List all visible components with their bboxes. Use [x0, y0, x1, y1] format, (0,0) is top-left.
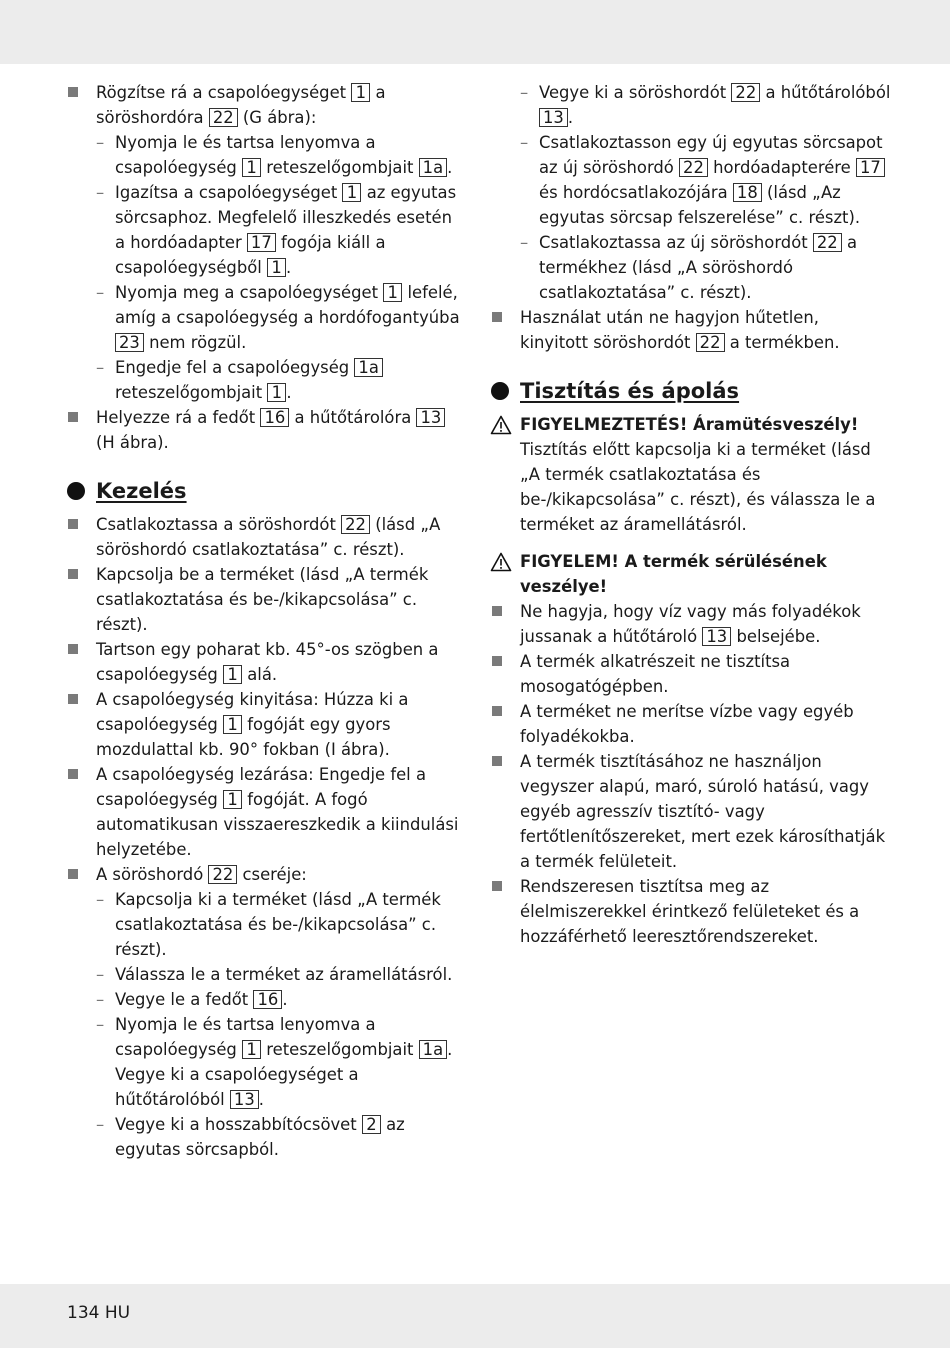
- ref-number: 1: [383, 283, 402, 302]
- list-item: A söröshordó 22 cseréje:: [67, 862, 467, 887]
- bullet-dot-icon: [491, 382, 509, 400]
- sub-list-item: – Engedje fel a csapolóegység 1a reteszelőgombjait 1 .: [67, 355, 467, 405]
- ref-number: 2: [362, 1115, 381, 1134]
- ref-number: 16: [260, 408, 289, 427]
- sub-list-item: – Vegye ki a söröshordót 22 a hűtőtárolóból 13 .: [491, 80, 891, 130]
- ref-number: 13: [230, 1090, 259, 1109]
- list-item: A csapolóegység lezárása: Engedje fel a csapolóegység 1 fogóját. A fogó automatikusan visszaereszkedik a kiindulási helyzetébe.: [67, 762, 467, 862]
- ref-number: 13: [416, 408, 445, 427]
- ref-number: 1a: [419, 158, 447, 177]
- list-item: A csapolóegység kinyitása: Húzza ki a csapolóegység 1 fogóját egy gyors mozdulattal kb. 90° fokban (I ábra).: [67, 687, 467, 762]
- sub-list-item: – Nyomja le és tartsa lenyomva a csapolóegység 1 reteszelőgombjait 1a . Vegye ki a csapolóegységet a hűtőtárolóból 13 .: [67, 1012, 467, 1112]
- sub-list-item: – Válassza le a terméket az áramellátásról.: [67, 962, 467, 987]
- ref-number: 22: [731, 83, 760, 102]
- header-band: [0, 0, 950, 64]
- bullet-dot-icon: [67, 482, 85, 500]
- sub-list-item: – Vegye ki a hosszabbítócsövet 2 az egyutas sörcsapból.: [67, 1112, 467, 1162]
- list-item: A termék alkatrészeit ne tisztítsa mosogatógépben.: [491, 649, 891, 699]
- warning-triangle-icon: [490, 552, 512, 572]
- ref-number: 1a: [354, 358, 382, 377]
- list-item: Rögzítse rá a csapolóegységet 1 a söröshordóra 22 (G ábra):: [67, 80, 467, 130]
- ref-number: 22: [341, 515, 370, 534]
- section-heading: Kezelés: [67, 478, 467, 504]
- list-item: Használat után ne hagyjon hűtetlen, kinyitott söröshordót 22 a termékben.: [491, 305, 891, 355]
- ref-number: 1: [223, 715, 242, 734]
- ref-number: 1: [342, 183, 361, 202]
- ref-number: 22: [209, 108, 238, 127]
- ref-number: 1: [242, 158, 261, 177]
- sub-list-item: – Nyomja meg a csapolóegységet 1 lefelé, amíg a csapolóegység a hordófogantyúba 23 nem rögzül.: [67, 280, 467, 355]
- ref-number: 16: [253, 990, 282, 1009]
- ref-number: 23: [115, 333, 144, 352]
- ref-number: 22: [679, 158, 708, 177]
- warning-title: FIGYELEM! A termék sérülésének veszélye!: [491, 549, 891, 599]
- footer-band: [0, 1284, 950, 1348]
- section-heading: Tisztítás és ápolás: [491, 378, 891, 404]
- list-item: A terméket ne merítse vízbe vagy egyéb folyadékokba.: [491, 699, 891, 749]
- list-item: Ne hagyja, hogy víz vagy más folyadékok jussanak a hűtőtároló 13 belsejébe.: [491, 599, 891, 649]
- list-item: Tartson egy poharat kb. 45°-os szögben a csapolóegység 1 alá.: [67, 637, 467, 687]
- warning-text: Tisztítás előtt kapcsolja ki a terméket (lásd „A termék csatlakoztatása és be-/kikapcsolása” c. részt), és válassza le a terméket az áramellátásról.: [520, 440, 876, 534]
- sub-list-item: – Nyomja le és tartsa lenyomva a csapolóegység 1 reteszelőgombjait 1a .: [67, 130, 467, 180]
- list-item: Csatlakoztassa a söröshordót 22 (lásd „A söröshordó csatlakoztatása” c. részt).: [67, 512, 467, 562]
- warning-title: FIGYELMEZTETÉS! Áramütésveszély!: [491, 412, 891, 437]
- list-item: A termék tisztításához ne használjon vegyszer alapú, maró, súroló hatású, vagy egyéb agresszív tisztító- vagy fertőtlenítőszereket, mert ezek károsíthatják a termék felületeit.: [491, 749, 891, 874]
- ref-number: 17: [247, 233, 276, 252]
- sub-list-item: – Kapcsolja ki a terméket (lásd „A termék csatlakoztatása és be-/kikapcsolása” c. részt).: [67, 887, 467, 962]
- sub-list-item: – Csatlakoztassa az új söröshordót 22 a termékhez (lásd „A söröshordó csatlakoztatása” c. részt).: [491, 230, 891, 305]
- ref-number: 1: [223, 790, 242, 809]
- ref-number: 1: [351, 83, 370, 102]
- warning-triangle-icon: [490, 415, 512, 435]
- sub-list-item: – Csatlakoztasson egy új egyutas sörcsapot az új söröshordó 22 hordóadapterére 17 és hordócsatlakozójára 18 (lásd „Az egyutas sörcsap felszerelése” c. részt).: [491, 130, 891, 230]
- ref-number: 1: [242, 1040, 261, 1059]
- ref-number: 1: [267, 258, 286, 277]
- list-item: Helyezze rá a fedőt 16 a hűtőtárolóra 13 (H ábra).: [67, 405, 467, 455]
- right-column: [491, 80, 891, 949]
- sub-list-item: – Vegye le a fedőt 16 .: [67, 987, 467, 1012]
- list-item: Kapcsolja be a terméket (lásd „A termék csatlakoztatása és be-/kikapcsolása” c. részt).: [67, 562, 467, 637]
- ref-number: 13: [539, 108, 568, 127]
- ref-number: 13: [702, 627, 731, 646]
- ref-number: 1a: [419, 1040, 447, 1059]
- ref-number: 18: [733, 183, 762, 202]
- ref-number: 22: [813, 233, 842, 252]
- ref-number: 1: [223, 665, 242, 684]
- list-item: Rendszeresen tisztítsa meg az élelmiszerekkel érintkező felületeket és a hozzáférhető leeresztőrendszereket.: [491, 874, 891, 949]
- ref-number: 17: [856, 158, 885, 177]
- page-number: 134 HU: [67, 1303, 131, 1323]
- sub-list-item: – Igazítsa a csapolóegységet 1 az egyutas sörcsaphoz. Megfelelő illeszkedés esetén a hordóadapter 17 fogója kiáll a csapolóegységből 1 .: [67, 180, 467, 280]
- ref-number: 1: [267, 383, 286, 402]
- left-column: [67, 80, 467, 1162]
- ref-number: 22: [208, 865, 237, 884]
- ref-number: 22: [696, 333, 725, 352]
